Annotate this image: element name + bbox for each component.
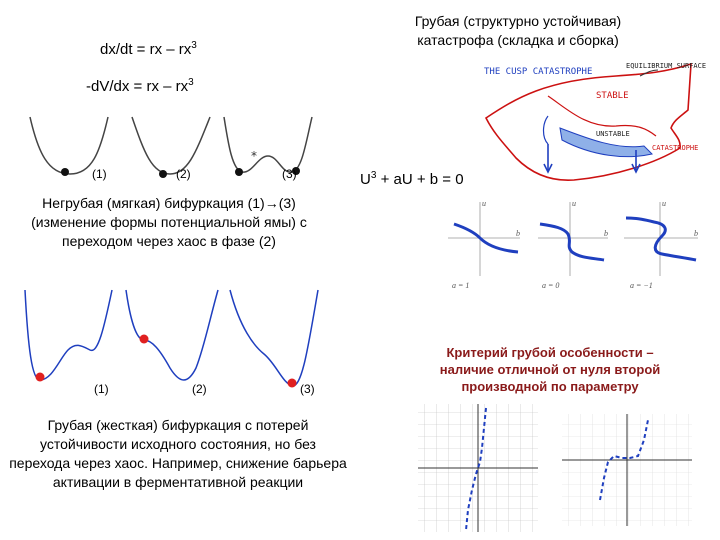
soft-well-1 bbox=[30, 117, 108, 174]
hard-label-3: (3) bbox=[300, 382, 315, 396]
soft-ball-3a bbox=[235, 168, 243, 176]
cubic-solution-plots bbox=[440, 196, 710, 291]
soft-label-2: (2) bbox=[176, 167, 191, 181]
hard-potential-wells bbox=[20, 288, 340, 398]
plot2-u-label: u bbox=[572, 199, 576, 208]
soft-well-3 bbox=[224, 117, 312, 172]
potential-text: -dV/dx = rx – rx bbox=[86, 78, 189, 95]
potential-equation bbox=[86, 77, 194, 95]
criterion-text: Критерий грубой особенности – наличие отличной от нуля второй производной по параметру bbox=[439, 345, 661, 394]
cubic-rest: + aU + b = 0 bbox=[376, 171, 464, 188]
ode-equation bbox=[100, 40, 197, 58]
catastrophe-text: CATASTROPHE bbox=[652, 144, 699, 152]
plot2-curve bbox=[540, 224, 604, 260]
soft-bifurcation-description: Негрубая (мягкая) бифуркация (1)→(3) (изменение формы потенциальной ямы) с переходом через хаос в фазе (2) bbox=[31, 195, 307, 249]
hard-well-2 bbox=[126, 290, 218, 380]
hard-well-3 bbox=[230, 290, 318, 386]
plot3-curve bbox=[626, 218, 696, 260]
soft-label-1: (1) bbox=[92, 167, 107, 181]
cusp-catastrophe-sketch bbox=[476, 58, 706, 208]
soft-well-2 bbox=[132, 117, 210, 174]
hard-label-1: (1) bbox=[94, 382, 109, 396]
cubic-exponent: 3 bbox=[370, 170, 377, 181]
soft-ball-2 bbox=[159, 170, 167, 178]
hard-ball-1 bbox=[36, 373, 45, 382]
soft-ball-1 bbox=[61, 168, 69, 176]
plot2-b-label: b bbox=[604, 229, 608, 238]
hard-ball-2 bbox=[140, 335, 149, 344]
graph-paper-plots bbox=[412, 400, 712, 536]
cubic-u: U bbox=[360, 171, 371, 188]
hard-label-2: (2) bbox=[192, 382, 207, 396]
fold-edge-left bbox=[544, 116, 549, 144]
plot2-a-label: a = 0 bbox=[542, 281, 560, 290]
potential-exponent: 3 bbox=[188, 77, 194, 88]
plot3-b-label: b bbox=[694, 229, 698, 238]
hard-bifurcation-description: Грубая (жесткая) бифуркация с потерей устойчивости исходного состояния, но без перехода через хаос. Например, снижение барьера активации в ферментативной реакции bbox=[9, 417, 347, 490]
hard-ball-3 bbox=[288, 379, 297, 388]
soft-label-3: (3) bbox=[282, 167, 297, 181]
hard-well-1 bbox=[25, 290, 112, 380]
rough-catastrophe-title: Грубая (структурно устойчивая) катастрофа (складка и сборка) bbox=[414, 13, 622, 48]
ode-text: dx/dt = rx – rx bbox=[100, 41, 192, 58]
plot1-a-label: a = 1 bbox=[452, 281, 470, 290]
plot1-b-label: b bbox=[516, 229, 520, 238]
cubic-equation bbox=[360, 170, 464, 188]
plot1-u-label: u bbox=[482, 199, 486, 208]
unstable-text: UNSTABLE bbox=[596, 130, 630, 138]
plot3-u-label: u bbox=[662, 199, 666, 208]
cusp-title-text: THE CUSP CATASTROPHE bbox=[484, 67, 593, 77]
unstable-marker: * bbox=[251, 149, 257, 163]
equilibrium-surface-text: EQUILIBRIUM SURFACE bbox=[626, 62, 706, 70]
plot3-a-label: a = −1 bbox=[630, 281, 653, 290]
stable-text: STABLE bbox=[596, 91, 629, 101]
ode-exponent: 3 bbox=[191, 40, 197, 51]
